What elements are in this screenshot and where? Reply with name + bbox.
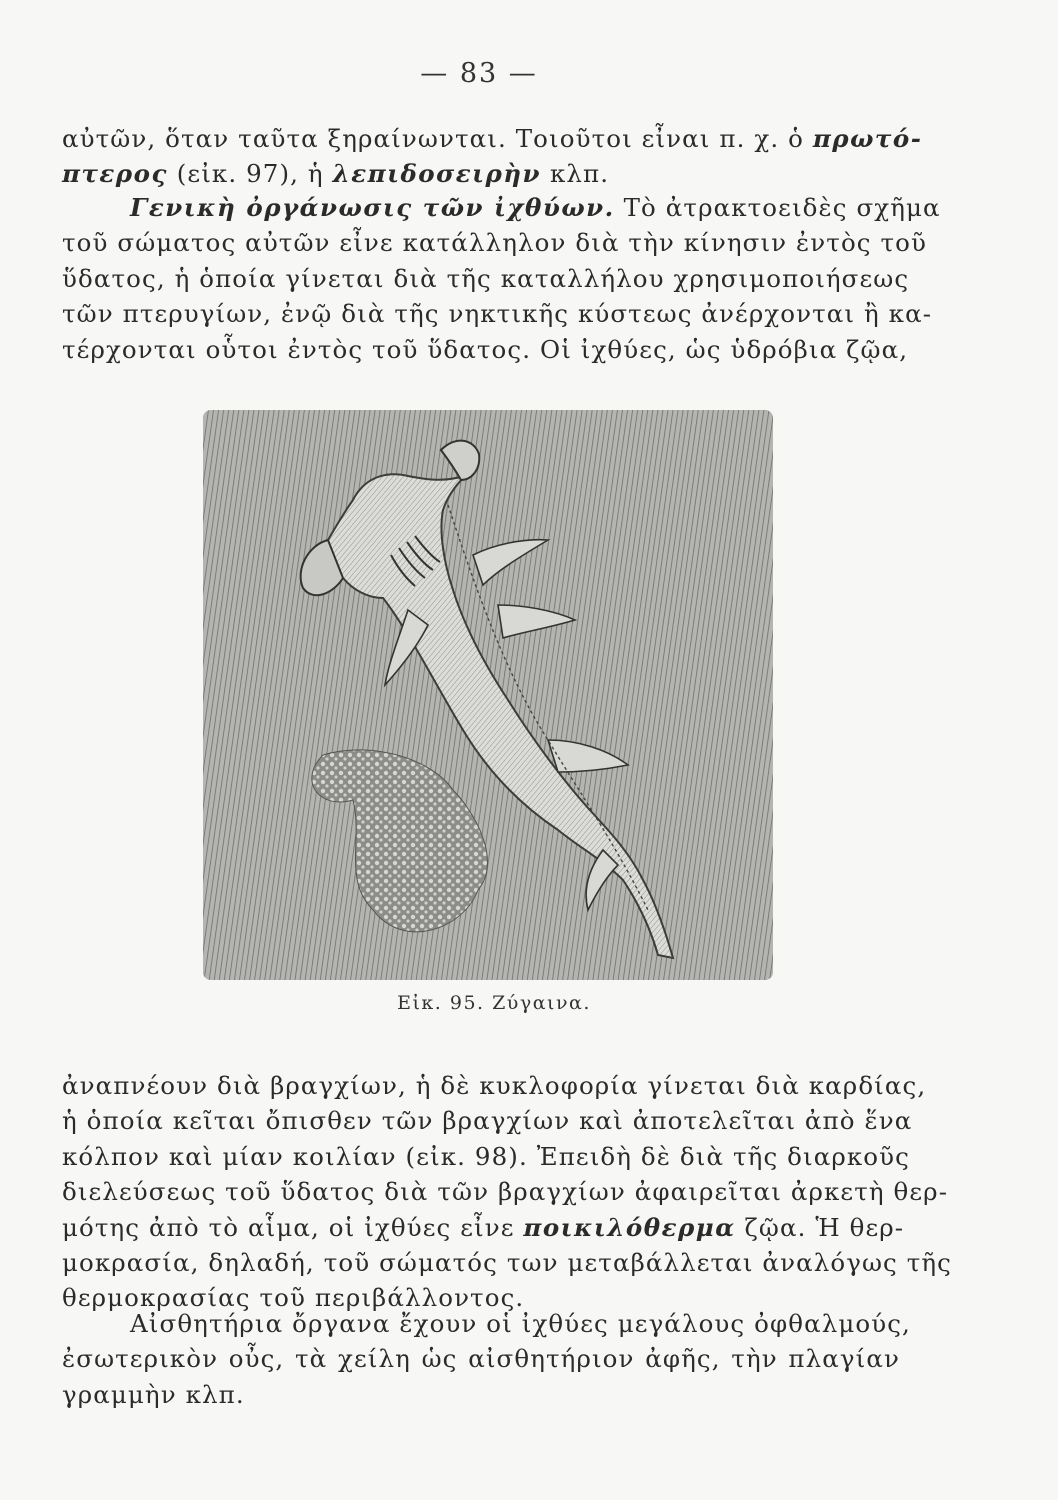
text-line: κόλπον καὶ μίαν κοιλίαν (εἰκ. 98). Ἐπειδὴ δὲ διὰ τῆς διαρκοῦς (62, 1141, 910, 1171)
section-heading: Γενικὴ ὀργάνωσις τῶν ἰχθύων. (130, 193, 615, 222)
text-line (62, 121, 923, 156)
text-line: ἡ ὁποία κεῖται ὄπισθεν τῶν βραγχίων καὶ ἀποτελεῖται ἀπὸ ἕνα (62, 1106, 913, 1136)
text-line (62, 156, 900, 191)
term-poikilothermic: ποικιλόθερμα (523, 1212, 736, 1242)
text-line: διελεύσεως τοῦ ὕδατος διὰ τῶν βραγχίων ἀφαιρεῖται ἀρκετὴ θερ- (62, 1177, 949, 1207)
text-line: Αἰσθητήρια ὄργανα ἔχουν οἱ ἰχθύες μεγάλους ὀφθαλμούς, (130, 1309, 911, 1338)
text-line: τῶν πτερυγίων, ἐνῷ διὰ τῆς νηκτικῆς κύστεως ἀνέρχονται ἢ κα- (62, 299, 933, 329)
text-line: μοκρασία, δηλαδή, τοῦ σώματός των μεταβάλλεται ἀναλόγως τῆς (62, 1248, 952, 1278)
text-line: ἐσωτερικὸν οὖς, τὰ χείλη ὡς αἰσθητήριον ἀφῆς, τὴν πλαγίαν (62, 1344, 900, 1374)
figure-caption: Εἰκ. 95. Ζύγαινα. (397, 992, 591, 1014)
text-line: τέρχονται οὗτοι ἐντὸς τοῦ ὕδατος. Οἱ ἰχθύες, ὡς ὑδρόβια ζῷα, (62, 334, 909, 364)
text-line: γραμμὴν κλπ. (62, 1379, 245, 1409)
text-line: θερμοκρασίας τοῦ περιβάλλοντος. (62, 1283, 525, 1313)
text-line: τοῦ σώματος αὐτῶν εἶνε κατάλληλον διὰ τὴν κίνησιν ἐντὸς τοῦ (62, 228, 928, 258)
text-line: ὕδατος, ἡ ὁποία γίνεται διὰ τῆς καταλλήλου χρησιμοποιήσεως (62, 263, 910, 293)
text-line (62, 1210, 905, 1245)
shark-illustration (203, 410, 773, 980)
paragraph-general-organization (62, 190, 941, 367)
term-protopterus-part2: πτερος (62, 159, 168, 189)
text-span: κλπ. (541, 159, 610, 189)
paragraph-intro (62, 121, 923, 192)
text-span: ζῷα. Ἡ θερ- (735, 1212, 905, 1242)
text-span: Τὸ ἀτρακτοειδὲς σχῆμα (614, 193, 941, 222)
text-span: (εἰκ. 97), ἡ (167, 159, 333, 189)
paragraph-sense-organs (62, 1306, 911, 1412)
paragraph-respiration (62, 1068, 952, 1316)
text-line: ἀναπνέουν διὰ βραγχίων, ἡ δὲ κυκλοφορία γίνεται διὰ καρδίας, (62, 1071, 927, 1100)
term-lepidosiren: λεπιδοσειρὴν (332, 159, 542, 189)
hammerhead-shark-engraving (203, 410, 773, 980)
text-span: μότης ἀπὸ τὸ αἷμα, οἱ ἰχθύες εἶνε (62, 1212, 524, 1242)
term-protopterus-part1: πρωτό- (812, 124, 923, 153)
text-span: αὐτῶν, ὅταν ταῦτα ξηραίνωνται. Τοιοῦτοι εἶναι π. χ. ὁ (62, 124, 813, 153)
page-number: — 83 — (420, 58, 538, 89)
text-line (62, 190, 941, 225)
